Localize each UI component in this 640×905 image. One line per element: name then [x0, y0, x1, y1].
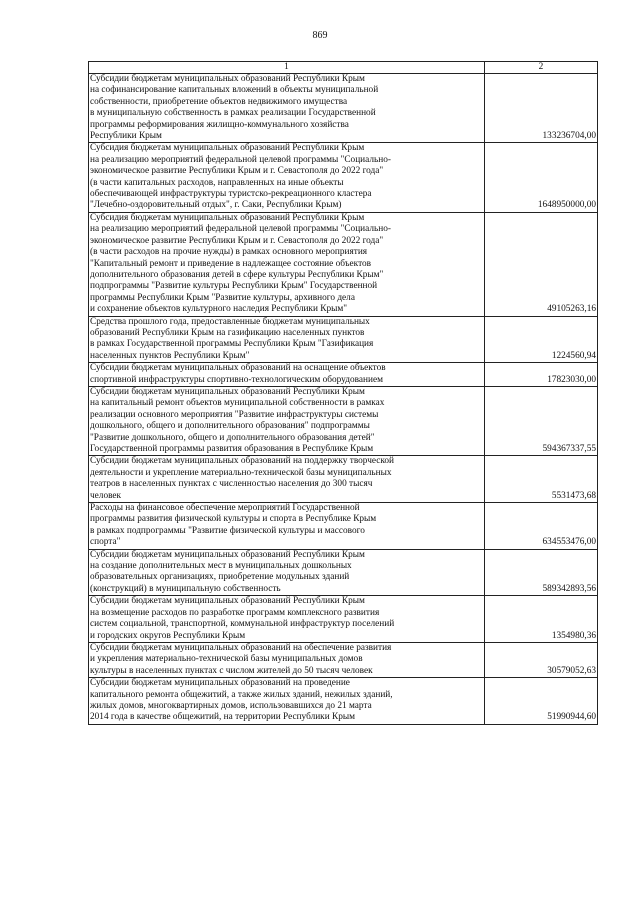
- description-line: (в части расходов на прочие нужды) в рамках основного мероприятия: [90, 247, 368, 258]
- description-line: Субсидии бюджетам муниципальных образований Республики Крым: [90, 74, 365, 84]
- description-line: спорта": [90, 537, 121, 548]
- row-description: [89, 212, 485, 316]
- description-line: человек: [90, 490, 122, 501]
- description-line: Субсидии бюджетам муниципальных образований Республики Крым: [90, 596, 365, 607]
- description-line: в муниципальную собственность в рамках реализации Государственной: [90, 108, 376, 119]
- description-line: 2014 года в качестве общежитий, на территории Республики Крым: [90, 712, 355, 723]
- description-line: Субсидии бюджетам муниципальных образований на оснащение объектов: [90, 363, 386, 374]
- description-line: экономическое развитие Республики Крым и г. Севастополя до 2022 года": [90, 235, 384, 246]
- table-row: [89, 316, 598, 363]
- budget-table: [88, 61, 598, 725]
- description-line: Средства прошлого года, предоставленные бюджетам муниципальных: [90, 316, 370, 327]
- column-header-2: 2: [485, 62, 598, 74]
- description-line: жилых домов, многоквартирных домов, использовавшихся до 21 марта: [90, 700, 372, 711]
- row-description: [89, 143, 485, 212]
- table-row: [89, 549, 598, 596]
- description-line: Государственной программы развития образования в Республике Крым: [90, 444, 374, 454]
- description-line: программы Республики Крым "Развитие культуры, архивного дела: [90, 292, 355, 303]
- description-line: Субсидии бюджетам муниципальных образований Республики Крым: [90, 549, 365, 560]
- table-row: [89, 212, 598, 316]
- table-row: [89, 74, 598, 143]
- row-description: [89, 456, 485, 503]
- description-line: Субсидия бюджетам муниципальных образований Республики Крым: [90, 143, 365, 154]
- row-description: [89, 642, 485, 677]
- description-line: культуры в населенных пунктах с числом жителей до 50 тысяч человек: [90, 665, 373, 676]
- description-line: "Развитие дошкольного, общего и дополнительного образования детей": [90, 432, 375, 443]
- page-number: 869: [312, 30, 328, 41]
- description-line: на софинансирование капитальных вложений в объекты муниципальной: [90, 85, 379, 96]
- description-line: подпрограммы "Развитие культуры Республики Крым" Государственной: [90, 281, 378, 292]
- description-line: реализации основного мероприятия "Развитие инфраструктуры системы: [90, 409, 379, 420]
- row-amount: 30579052,63: [485, 642, 598, 677]
- description-line: и городских округов Республики Крым: [90, 630, 246, 641]
- description-line: капитального ремонта общежитий, а также жилых зданий, нежилых зданий,: [90, 689, 393, 700]
- table-row: [89, 503, 598, 550]
- description-line: программы реформирования жилищно-коммунального хозяйства: [90, 119, 349, 130]
- row-description: [89, 596, 485, 643]
- description-line: театров в населенных пунктах с численностью населения до 300 тысяч: [90, 479, 373, 490]
- description-line: на реализацию мероприятий федеральной целевой программы "Социально-: [90, 154, 391, 165]
- description-line: "Капитальный ремонт и приведение в надлежащее состояние объектов: [90, 258, 372, 269]
- table-row: [89, 678, 598, 725]
- description-line: на капитальный ремонт объектов муниципальной собственности в рамках: [90, 398, 385, 409]
- row-amount: 17823030,00: [485, 363, 598, 387]
- description-line: систем социальной, транспортной, коммунальной инфраструктур поселений: [90, 619, 395, 630]
- description-line: деятельности и укрепление материально-технической базы муниципальных: [90, 467, 392, 478]
- description-line: в рамках Государственной программы Республики Крым "Газификация: [90, 339, 374, 350]
- description-line: экономическое развитие Республики Крым и г. Севастополя до 2022 года": [90, 166, 384, 177]
- table-row: [89, 386, 598, 455]
- description-line: образовательных организациях, приобретение модульных зданий: [90, 572, 350, 583]
- row-amount: 634553476,00: [485, 503, 598, 550]
- description-line: и сохранение объектов культурного наследия Республики Крым": [90, 304, 348, 315]
- description-line: Субсидии бюджетам муниципальных образований на обеспечение развития: [90, 642, 392, 653]
- description-line: образований Республики Крым на газификацию населенных пунктов: [90, 327, 365, 338]
- description-line: Субсидии бюджетам муниципальных образований на поддержку творческой: [90, 456, 395, 467]
- description-line: на реализацию мероприятий федеральной целевой программы "Социально-: [90, 224, 391, 235]
- table-header-row: [89, 62, 598, 74]
- row-amount: 1224560,94: [485, 316, 598, 363]
- description-line: в рамках подпрограммы "Развитие физической культуры и массового: [90, 525, 365, 536]
- row-description: [89, 316, 485, 363]
- description-line: Расходы на финансовое обеспечение мероприятий Государственной: [90, 503, 360, 514]
- description-line: на возмещение расходов по разработке программ комплексного развития: [90, 607, 380, 618]
- row-description: [89, 549, 485, 596]
- row-amount: 594367337,55: [485, 386, 598, 455]
- row-description: [89, 386, 485, 455]
- table-row: [89, 143, 598, 212]
- description-line: (в части капитальных расходов, направленных на иные объекты: [90, 177, 344, 188]
- row-amount: 133236704,00: [485, 74, 598, 143]
- description-line: Субсидии бюджетам муниципальных образований Республики Крым: [90, 386, 365, 397]
- row-description: [89, 678, 485, 725]
- row-description: [89, 74, 485, 143]
- column-header-1: 1: [89, 62, 485, 74]
- table-row: [89, 456, 598, 503]
- row-amount: 1354980,36: [485, 596, 598, 643]
- row-amount: 5531473,68: [485, 456, 598, 503]
- table-row: [89, 642, 598, 677]
- description-line: дополнительного образования детей в сфере культуры Республики Крым": [90, 269, 384, 280]
- table-row: [89, 596, 598, 643]
- description-line: обеспечивающей инфраструктуры туристско-рекреационного кластера: [90, 189, 372, 200]
- description-line: Республики Крым: [90, 131, 162, 142]
- description-line: населенных пунктов Республики Крым": [90, 350, 250, 361]
- row-amount: 589342893,56: [485, 549, 598, 596]
- description-line: программы развития физической культуры и спорта в Республике Крым: [90, 514, 377, 525]
- description-line: Субсидия бюджетам муниципальных образований Республики Крым: [90, 212, 365, 223]
- description-line: "Лечебно-оздоровительный отдых", г. Саки, Республики Крым): [90, 200, 342, 211]
- row-description: [89, 503, 485, 550]
- table-row: [89, 363, 598, 387]
- row-amount: 1648950000,00: [485, 143, 598, 212]
- description-line: и укрепления материально-технической базы муниципальных домов: [90, 654, 363, 665]
- description-line: Субсидии бюджетам муниципальных образований на проведение: [90, 678, 350, 689]
- row-amount: 49105263,16: [485, 212, 598, 316]
- description-line: собственности, приобретение объектов недвижимого имущества: [90, 96, 348, 107]
- row-description: [89, 363, 485, 387]
- description-line: на создание дополнительных мест в муниципальных дошкольных: [90, 561, 352, 572]
- row-amount: 51990944,60: [485, 678, 598, 725]
- description-line: спортивной инфраструктуры спортивно-технологическим оборудованием: [90, 374, 383, 385]
- description-line: (конструкций) в муниципальную собственность: [90, 583, 281, 594]
- table-body: [89, 74, 598, 725]
- description-line: дошкольного, общего и дополнительного образования" подпрограммы: [90, 421, 370, 432]
